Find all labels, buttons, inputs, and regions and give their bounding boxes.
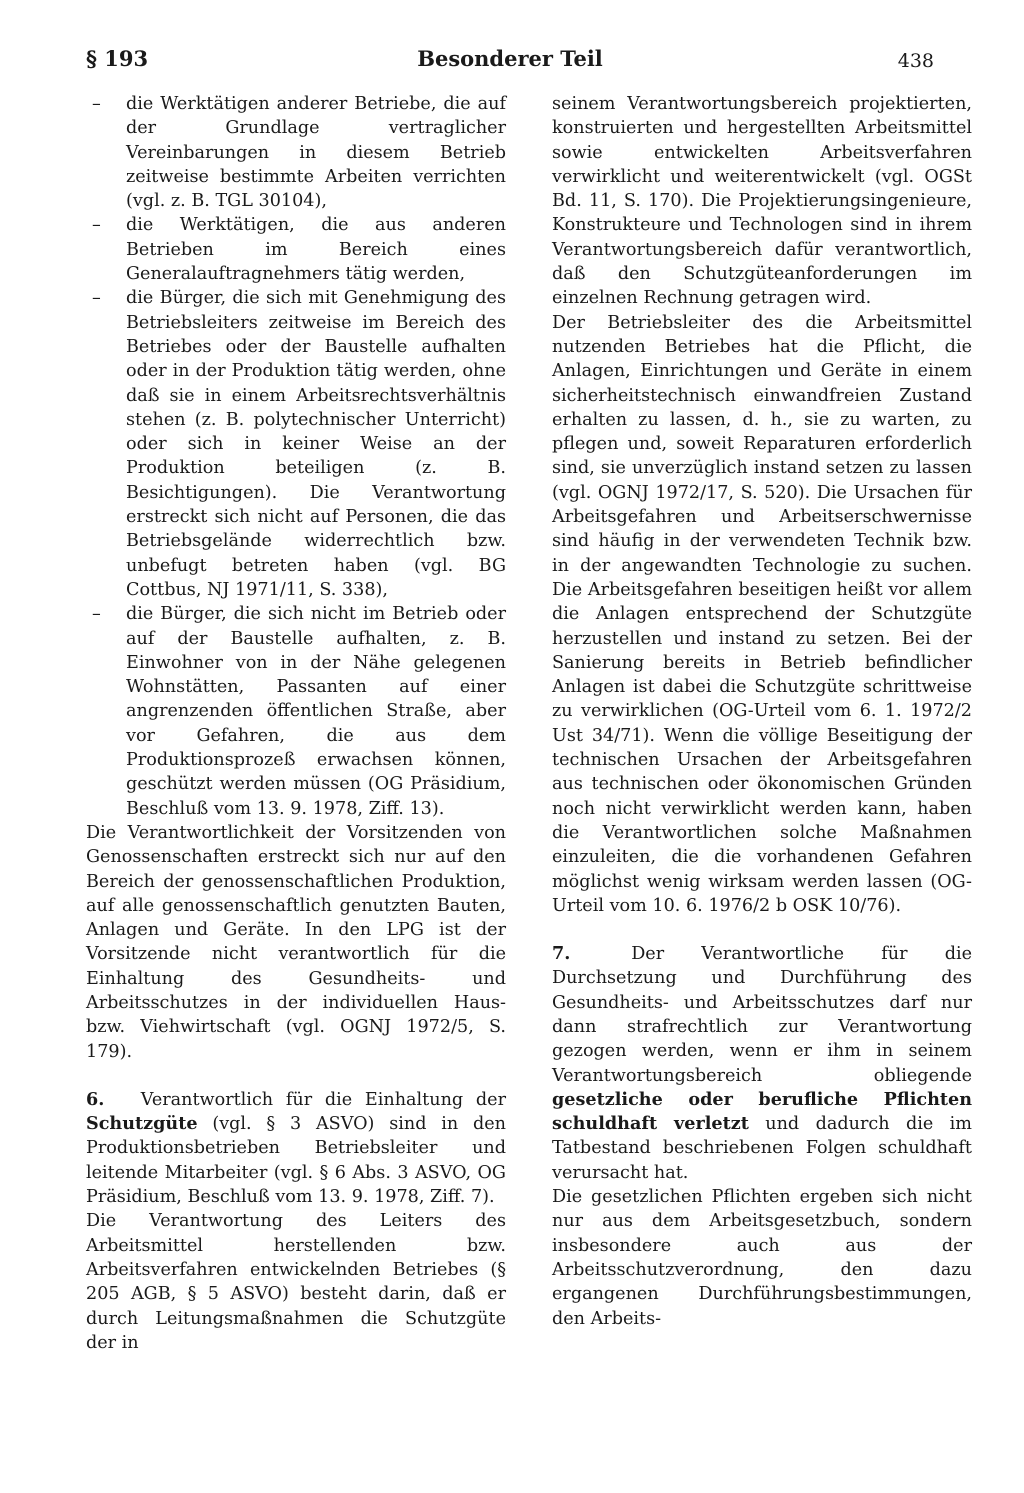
dash-icon: – (92, 288, 101, 309)
section-6-paragraph (86, 1088, 506, 1209)
list-item-text: die Werktätigen anderer Betriebe, die auf der Grundlage vertraglicher Vereinbarungen in diesem Betrieb zeitweise bestimmte Arbeiten verrichten (vgl. z. B. TGL 30104), (126, 94, 506, 212)
paragraph-operator-duties: Der Betriebsleiter des die Arbeitsmittel nutzenden Betriebes hat die Pflicht, die Anlagen, Einrichtungen und Geräte in einem sicherheitstechnisch einwandfreien Zustand erhalten zu lassen, d. h., sie zu warten, zu pflegen und, soweit Reparaturen erforderlich sind, sie unverzüglich instand setzen zu lassen (vgl. OGNJ 1972/17, S. 520). Die Ursachen für Arbeitsgefahren und Arbeitserschwernisse sind häufig in der verwendeten Technik bzw. in der angewandten Technologie zu suchen. Die Arbeitsgefahren beseitigen heißt vor allem die Anlagen entsprechend der Schutzgüte herzustellen und instand zu setzen. Bei der Sanierung bereits in Betrieb befindlicher Anlagen ist dabei die Schutzgüte schrittweise zu verwirklichen (OG-Urteil vom 6. 1. 1972/2 Ust 34/71). Wenn die völlige Beseitigung der technischen Ursachen der Arbeitsgefahren aus technischen oder ökonomischen Gründen noch nicht verwirklicht werden kann, haben die Verantwortlichen solche Maßnahmen einzuleiten, die die vorhandenen Gefahren möglichst wenig wirksam werden lassen (OG-Urteil vom 10. 6. 1976/2 b OSK 10/76). (552, 312, 972, 916)
section-6-keyword: Schutzgüte (86, 1113, 198, 1135)
right-column (552, 92, 972, 1331)
section-7-paragraph (552, 942, 972, 1185)
section-6-number: 6. (86, 1088, 105, 1110)
page-header (86, 42, 934, 78)
list-item-text: die Werktätigen, die aus anderen Betrieben im Bereich eines Generalauftragnehmers tätig werden, (126, 215, 506, 285)
running-title: Besonderer Teil (417, 46, 603, 71)
section-7-rest: und dadurch die im Tatbestand beschriebenen Folgen schuldhaft verursacht hat. (552, 1114, 972, 1183)
paragraph-legal-duties: Die gesetzlichen Pflichten ergeben sich nicht nur aus dem Arbeitsgesetzbuch, sondern insbesondere auch aus der Arbeitsschutzverordnung, den dazu ergangenen Durchführungsbestimmungen, den Arbeits- (552, 1187, 972, 1329)
list-item (86, 286, 506, 602)
section-6-lead: Verantwortlich für die Einhaltung der (140, 1089, 506, 1110)
list-item (86, 92, 506, 213)
section-7-lead: Der Verantwortliche für die Durchsetzung und Durchführung des Gesundheits- und Arbeitsschutzes darf nur dann strafrechtlich zur Verantwortung gezogen werden, wenn er ihm in seinem Verantwortungsbereich obliegende (552, 944, 973, 1086)
page-number: 438 (897, 50, 934, 72)
list-item-text: die Bürger, die sich nicht im Betrieb oder auf der Baustelle aufhalten, z. B. Einwohner von in der Nähe gelegenen Wohnstätten, Passanten auf einer angrenzenden öffentlichen Straße, aber vor Gefahren, die aus dem Produktionsprozeß erwachsen können, geschützt werden müssen (OG Präsidium, Beschluß vom 13. 9. 1978, Ziff. 13). (126, 604, 506, 819)
paragraph-manufacturer: Die Verantwortung des Leiters des Arbeitsmittel herstellenden bzw. Arbeitsverfahren entwickelnden Betriebes (§ 205 AGB, § 5 ASVO) besteht darin, daß er durch Leitungsmaßnahmen die Schutzgüte der in (86, 1211, 506, 1353)
section-7-number: 7. (552, 943, 571, 965)
paragraph-cooperatives: Die Verantwortlichkeit der Vorsitzenden von Genossenschaften erstreckt sich nur auf den Bereich der genossenschaftlichen Produktion, auf alle genossenschaftlich genutzten Bauten, Anlagen und Geräte. In den LPG ist der Vorsitzende nicht verantwortlich für die Einhaltung des Gesundheits- und Arbeitsschutzes in der individuellen Haus- bzw. Viehwirtschaft (vgl. OGNJ 1972/5, S. 179). (86, 822, 506, 1062)
section-number: § 193 (86, 46, 149, 71)
section-6-rest: (vgl. § 3 ASVO) sind in den Produktionsbetrieben Betriebsleiter und leitende Mitarbeiter (vgl. § 6 Abs. 3 ASVO, OG Präsidium, Beschluß vom 13. 9. 1978, Ziff. 7). (86, 1114, 506, 1208)
paragraph-continuation: seinem Verantwortungsbereich projektierten, konstruierten und hergestellten Arbeitsmittel sowie entwickelten Arbeitsverfahren verwirklicht und weiterentwickelt (vgl. OGSt Bd. 11, S. 170). Die Projektierungsingenieure, Konstrukteure und Technologen sind in ihrem Verantwortungsbereich dafür verantwortlich, daß den Schutzgüteanforderungen im einzelnen Rechnung getragen wird. (552, 94, 972, 309)
dash-icon: – (92, 604, 101, 625)
list-item-text: die Bürger, die sich mit Genehmigung des Betriebsleiters zeitweise im Bereich des Betriebes oder der Baustelle aufhalten oder in der Produktion tätig werden, ohne daß sie in einem Arbeitsrechtsverhältnis stehen (z. B. polytechnischer Unterricht) oder sich in keiner Weise an der Produktion beteiligen (z. B. Besichtigungen). Die Verantwortung erstreckt sich nicht auf Personen, die das Betriebsgelände widerrechtlich bzw. unbefugt betreten haben (vgl. BG Cottbus, NJ 1971/11, S. 338), (126, 288, 506, 600)
dash-icon: – (92, 215, 101, 236)
list-item (86, 213, 506, 286)
section-7-keyword: gesetzliche oder berufliche Pflichten schuldhaft verletzt (552, 1088, 972, 1135)
list-item (86, 602, 506, 821)
left-column (86, 92, 506, 1355)
dash-icon: – (92, 94, 101, 114)
